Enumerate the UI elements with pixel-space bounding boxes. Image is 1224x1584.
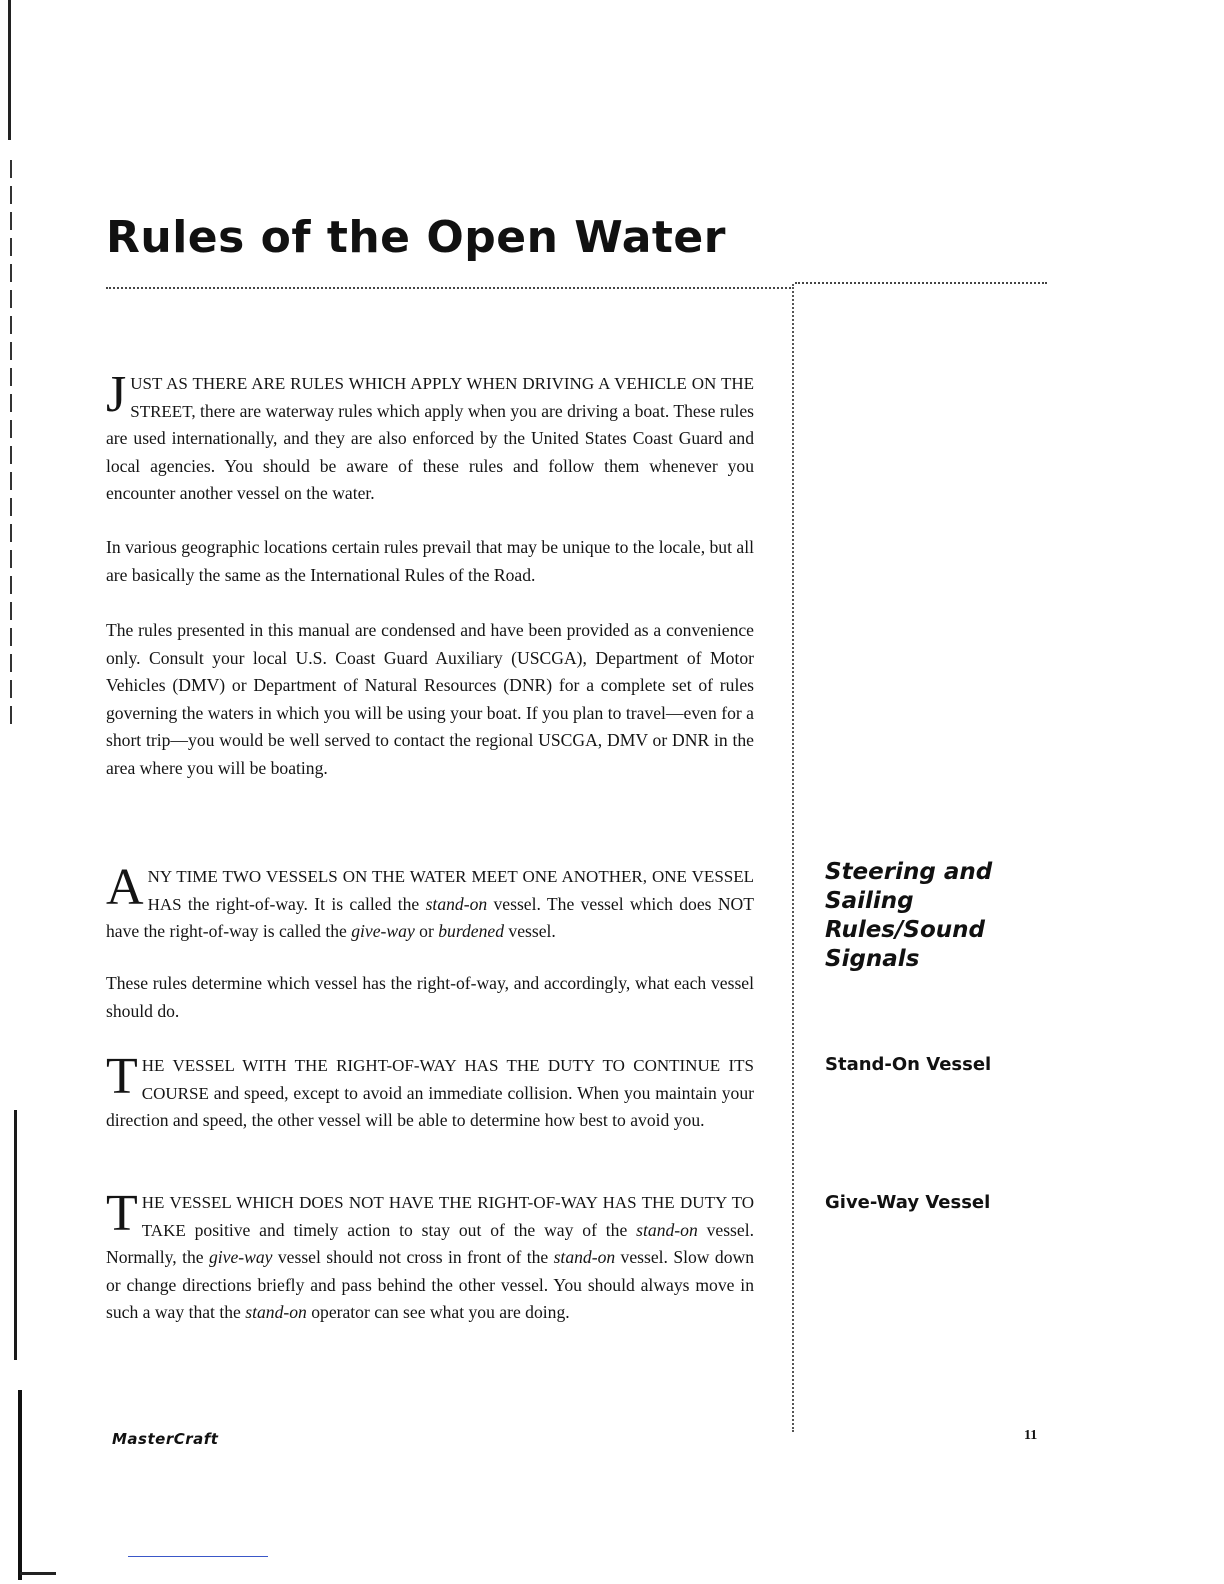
sidebar-heading-standon: Stand-On Vessel bbox=[825, 1054, 992, 1075]
title-rule bbox=[106, 287, 791, 289]
scan-artifact bbox=[128, 1556, 268, 1557]
scan-artifact bbox=[8, 0, 11, 140]
text-run: the right-of-way. It is called the bbox=[187, 893, 426, 914]
drop-cap: T bbox=[106, 1048, 138, 1105]
giveway-section bbox=[106, 1185, 754, 1327]
paragraph-text: and speed, except to avoid an immediate collision. When you maintain your direction and speed, the other vessel will be able to determine how best to avoid you. bbox=[106, 1082, 754, 1130]
lead-in: NY TIME TWO VESSELS ON THE WATER MEET ONE ANOTHER, ONE VESSEL HAS bbox=[147, 867, 754, 914]
text-run: vessel should not cross in front of the bbox=[272, 1247, 554, 1267]
intro-paragraph bbox=[106, 366, 755, 508]
text-run: or bbox=[414, 921, 439, 941]
page-number: 11 bbox=[1024, 1428, 1038, 1443]
column-divider bbox=[792, 284, 794, 1432]
standon-section bbox=[106, 1048, 754, 1135]
text-run: vessel. bbox=[504, 921, 556, 941]
paragraph-2-section bbox=[106, 534, 754, 589]
text-run: positive and timely action to stay out of the way of the bbox=[194, 1219, 637, 1240]
paragraph-5: These rules determine which vessel has the right-of-way, and accordingly, what each vessel should do. bbox=[106, 973, 754, 1021]
paragraph-2: In various geographic locations certain rules prevail that may be unique to the locale, but all are basically the same as the International Rules of the Road. bbox=[106, 537, 754, 585]
scan-artifact bbox=[20, 1572, 56, 1575]
paragraph-3: The rules presented in this manual are condensed and have been provided as a convenience only. Consult your local U.S. Coast Guard Auxiliary (USCGA), Department of Motor Vehicles (DMV) or Department of Natural Resources (DNR) for a complete set of rules governing the waters in which you will be using your boat. If you plan to travel—even for a short trip—you would be well served to contact the regional USCGA, DMV or DNR in the area where you will be boating. bbox=[106, 620, 754, 778]
text-run: operator can see what you are doing. bbox=[306, 1302, 570, 1322]
lead-in: HE VESSEL WITH THE RIGHT-OF-WAY HAS THE DUTY TO CONTINUE ITS COURSE bbox=[141, 1056, 754, 1103]
text-run: vessel. The vessel which does NOT have the right-of-way is called the bbox=[106, 893, 754, 941]
scan-artifact bbox=[18, 1390, 22, 1580]
lead-in: HE VESSEL WHICH DOES NOT HAVE THE RIGHT-OF-WAY HAS THE DUTY TO TAKE bbox=[141, 1193, 754, 1240]
paragraph-5-section bbox=[106, 970, 754, 1025]
emphasis: stand-on bbox=[425, 893, 488, 914]
text-run: vessel. Slow down or change directions briefly and pass behind the other vessel. You should always move in such a way that the bbox=[106, 1247, 754, 1322]
giveway-paragraph bbox=[106, 1185, 754, 1327]
standon-paragraph bbox=[106, 1048, 754, 1135]
paragraph-3-section bbox=[106, 617, 754, 782]
emphasis: give-way bbox=[351, 921, 415, 941]
scan-artifact bbox=[14, 1110, 17, 1360]
emphasis: give-way bbox=[208, 1247, 273, 1267]
emphasis: burdened bbox=[438, 921, 505, 941]
sidebar-heading-steering: Steering and Sailing Rules/Sound Signals bbox=[825, 859, 993, 972]
drop-cap: T bbox=[106, 1185, 138, 1242]
emphasis: stand-on bbox=[636, 1219, 698, 1240]
intro-section bbox=[106, 366, 755, 508]
lead-in: UST AS THERE ARE RULES WHICH APPLY WHEN DRIVING A VEHICLE ON THE STREET, bbox=[130, 374, 754, 421]
emphasis: stand-on bbox=[553, 1247, 616, 1267]
text-run: vessel. Normally, the bbox=[106, 1219, 754, 1267]
emphasis: stand-on bbox=[245, 1302, 307, 1322]
drop-cap: A bbox=[106, 859, 144, 916]
scan-artifact bbox=[10, 160, 12, 730]
page-title: Rules of the Open Water bbox=[106, 212, 726, 263]
drop-cap: J bbox=[106, 366, 127, 423]
sidebar-rule bbox=[795, 282, 1047, 284]
steering-paragraph bbox=[106, 859, 754, 946]
paragraph-text: there are waterway rules which apply when you are driving a boat. These rules are used internationally, and they are also enforced by the United States Coast Guard and local agencies. You should be aware of these rules and follow them whenever you encounter another vessel on the water. bbox=[106, 400, 755, 503]
mastercraft-logo: MasterCraft bbox=[112, 1430, 219, 1448]
steering-section bbox=[106, 859, 754, 946]
sidebar-heading-giveway: Give-Way Vessel bbox=[825, 1192, 991, 1213]
